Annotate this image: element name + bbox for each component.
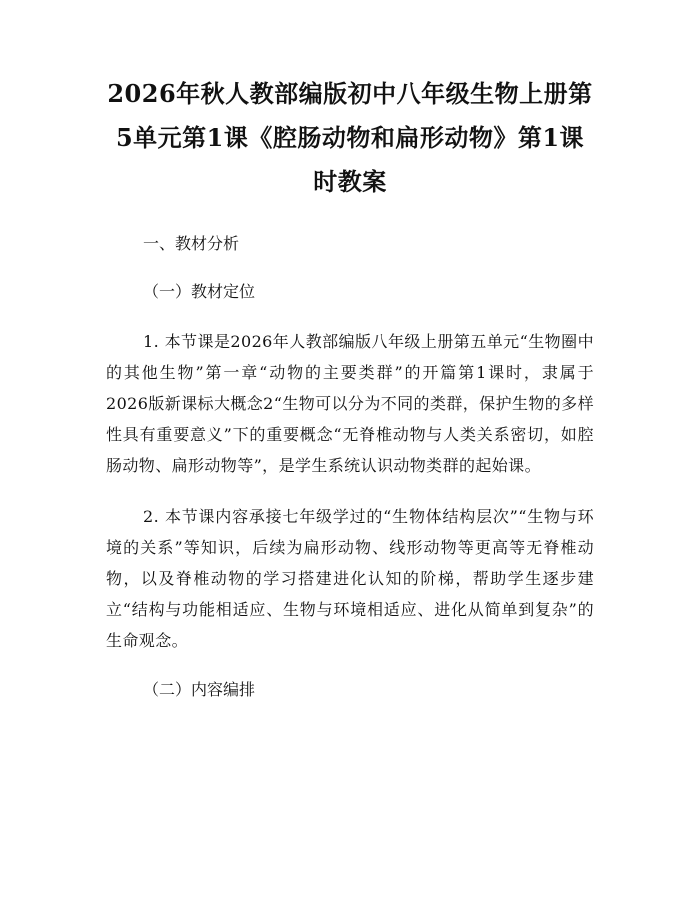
paragraph-1: 1. 本节课是2026年人教部编版八年级上册第五单元“生物圈中的其他生物”第一章“动物的主要类群”的开篇第1课时，隶属于2026版新课标大概念2“生物可以分为不同的类群，保护生物的多样性具有重要意义”下的重要概念“无脊椎动物与人类关系密切，如腔肠动物、扁形动物等”，是学生系统认识动物类群的起始课。 [106,332,594,475]
paragraph-2: 2. 本节课内容承接七年级学过的“生物体结构层次”“生物与环境的关系”等知识，后续为扁形动物、线形动物等更高等无脊椎动物，以及脊椎动物的学习搭建进化认知的阶梯，帮助学生逐步建立“结构与功能相适应、生物与环境相适应、进化从简单到复杂”的生命观念。 [106,507,594,650]
subsection-heading-material-positioning: （一）教材定位 [143,282,256,301]
section-heading-teaching-material-analysis: 一、教材分析 [143,234,240,253]
subsection-heading-content-arrangement: （二）内容编排 [143,680,256,699]
document-title: 2026年秋人教部编版初中八年级生物上册第5单元第1课《腔肠动物和扁形动物》第1课时教案 [107,79,593,196]
